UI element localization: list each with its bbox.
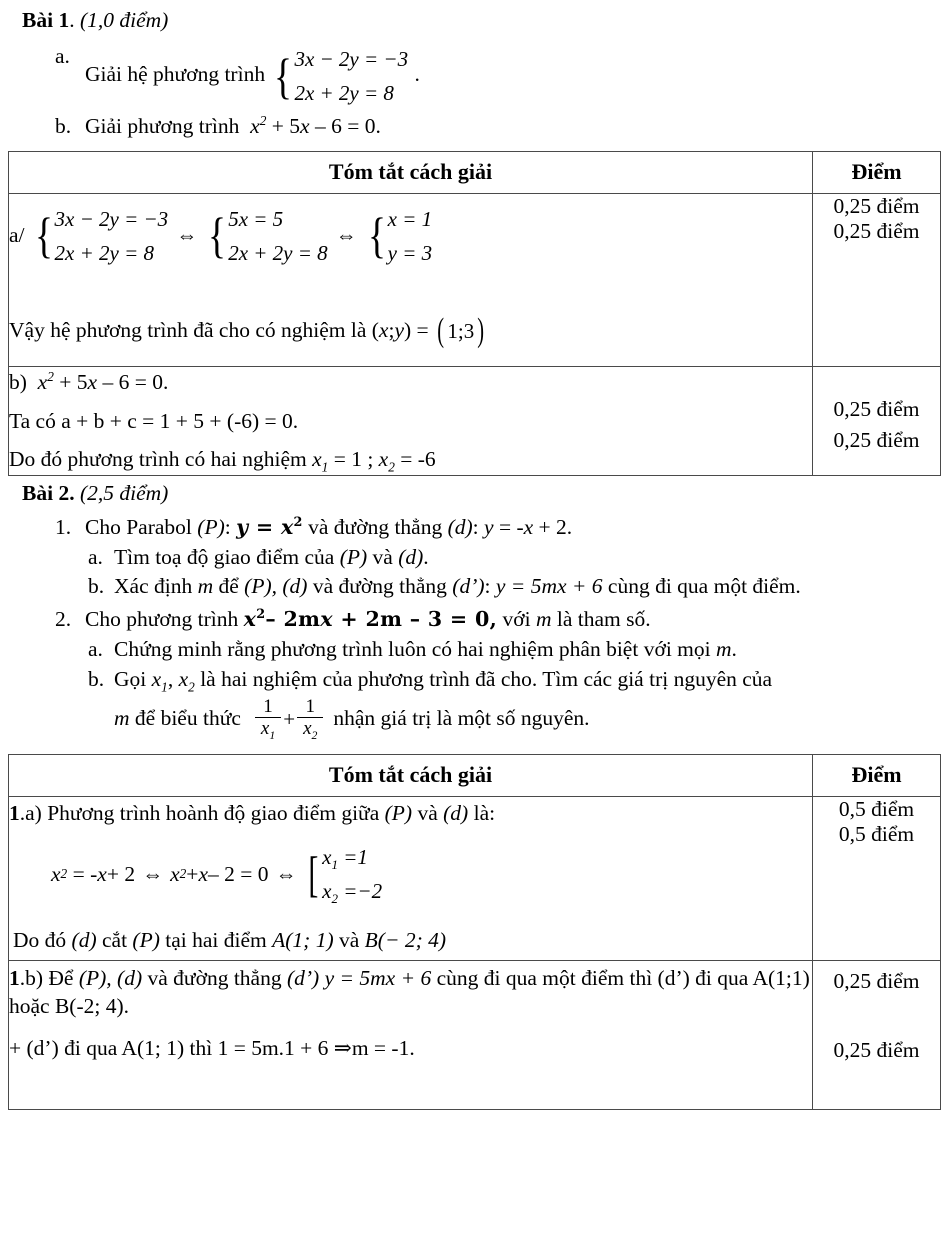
table2-row-1b-solution <box>9 961 813 1110</box>
table1-row-a-points-1: 0,25 điểm <box>833 193 920 218</box>
problem2-item-2b-text: Gọi $x_1$, $x_2$ là hai nghiệm của phương trình đã cho. Tìm các giá trị nguyên của m để biểu thức $\frac{1}{x_1}$ + $\frac{1}{x_2}$ nhận giá trị là một số nguyên. <box>114 666 773 743</box>
table2-row-1b-points <box>813 961 941 1110</box>
problem2-item-2 <box>55 605 951 634</box>
problem1-item-b-text: Giải phương trình <box>85 114 240 139</box>
table1-row-a-points <box>813 193 941 366</box>
table1-row-b-line3: Do đó phương trình có hai nghiệm $x_1 = 1$ ; $x_2 = -6$ <box>9 446 436 475</box>
fraction-numerator: 1 <box>305 695 315 717</box>
table2-row-1a <box>9 797 941 961</box>
table1-row-a-conclusion: Vậy hệ phương trình đã cho có nghiệm là (x;y) = ( 1;3 ) <box>9 318 812 345</box>
table1-row-b-solution <box>9 366 813 475</box>
problem1-item-a-system <box>271 42 408 110</box>
table1-system-3 <box>365 202 433 270</box>
problem1-item-a-marker: a. <box>55 44 70 68</box>
parabola-label: (P) <box>197 514 225 539</box>
problem2-points: (2,5 điểm) <box>79 480 169 505</box>
solution-table-1 <box>8 151 941 476</box>
problem2-item-1-line-eq: : y = -x + 2. <box>472 514 573 539</box>
table2-header-points: Điểm <box>813 755 941 797</box>
table1-row-b-points-2: 0,25 điểm <box>833 427 920 452</box>
equivalence-icon-2: ⇔ <box>335 223 357 248</box>
problem1-item-a-trailing: . <box>414 61 420 86</box>
problem1-item-b-body <box>85 112 951 141</box>
fraction-denominator: $x_2$ <box>303 718 318 743</box>
table1-row-a-solution <box>9 193 813 366</box>
table2-row-1b-line1: 1.b) Để (P), (d) và đường thẳng (d’) y = 5mx + 6 cùng đi qua một điểm thì (d’) đi qua A(1;1) hoặc B(-2; 4). <box>9 966 810 1018</box>
problem2-item-1a <box>88 543 951 572</box>
root-x2: $x_2 =-2$ <box>322 879 383 907</box>
table1-row-b-line1: b) $x^2 + 5x - 6 = 0$. <box>9 368 169 394</box>
problem2-item-1 <box>55 513 951 542</box>
problem2-item-2-equation: $x^2-$ 2mx + 2m – 3 = 0, <box>243 607 498 632</box>
table2-row-1a-line1: 1.a) Phương trình hoành độ giao điểm giữa (P) và (d) là: <box>9 801 496 826</box>
problem2-item-1b <box>88 572 951 601</box>
table2-header-row <box>9 755 941 797</box>
brace-icon: { <box>274 47 293 104</box>
problem2-item-2b <box>88 665 951 743</box>
table2-row-1a-points-1: 0,5 điểm <box>838 797 915 822</box>
table2-row-1a-points-2: 0,5 điểm <box>838 822 915 847</box>
problem2-item-1b-text: Xác định m để (P), (d) và đường thẳng (d’): y = 5mx + 6 cùng đi qua một điểm. <box>114 574 801 599</box>
problem1-heading-dot: . <box>69 8 80 32</box>
equivalence-icon-4: ⇔ <box>275 861 297 886</box>
problem2-item-1-text-before: Cho Parabol <box>85 514 192 539</box>
table2-row-1b-line3: + (d’) đi qua A(1; 1) thì 1 = 5m.1 + 6 ⇒m = -1. <box>9 1036 415 1061</box>
t1-s3-eq1: x = 1 <box>387 206 433 231</box>
table1-header-solution: Tóm tắt cách giải <box>9 151 813 193</box>
table1-row-b-points <box>813 366 941 475</box>
table2-header-solution: Tóm tắt cách giải <box>9 755 813 797</box>
t1-s1-eq2: 2x + 2y = 8 <box>54 240 155 265</box>
table2-row-1a-line3: Do đó (d) cắt (P) tại hai điểm A(1; 1) và B(− 2; 4) <box>13 928 447 953</box>
problem2-item-1b-marker: b. <box>88 574 105 599</box>
problem1-item-a-text: Giải hệ phương trình <box>85 61 266 86</box>
solution-table-2 <box>8 754 941 1110</box>
t1-s2-eq2: 2x + 2y = 8 <box>228 240 328 265</box>
t1-s2-eq1: 5x = 5 <box>228 206 284 231</box>
table2-root-bracket <box>305 840 383 908</box>
problem2-item-1a-marker: a. <box>88 544 103 569</box>
parabola-equation: $y = x^2$ <box>236 514 303 539</box>
sys-eq-2: 2x + 2y = 8 <box>294 81 394 106</box>
answer-key-page <box>0 8 951 1246</box>
problem2-number: Bài 2. <box>22 480 75 505</box>
problem1-item-a <box>55 42 951 110</box>
fraction-1-over-x1 <box>255 695 281 743</box>
table1-row-b-line2: Ta có a + b + c = 1 + 5 + (-6) = 0. <box>9 408 299 433</box>
problem2-item-1-marker: 1. <box>55 514 72 539</box>
problem2-item-2a-text: Chứng minh rằng phương trình luôn có hai nghiệm phân biệt với mọi m. <box>114 637 737 662</box>
fraction-1-over-x2 <box>297 695 323 743</box>
table2-row-1b-points-2: 0,25 điểm <box>833 1038 920 1063</box>
problem1-item-a-body <box>85 42 951 110</box>
problem2-item-2-text-after: với m là tham số. <box>502 607 651 632</box>
brace-icon: { <box>34 207 53 264</box>
table2-row-1a-solution <box>9 797 813 961</box>
problem2-item-2a <box>88 635 951 664</box>
problem1-heading <box>22 8 951 33</box>
problem1-number: Bài 1 <box>22 8 70 32</box>
bracket-icon: [ <box>307 845 318 902</box>
brace-icon: { <box>208 207 227 264</box>
table1-row-b <box>9 366 941 475</box>
table2-row-1a-points <box>813 797 941 961</box>
table1-header-row <box>9 151 941 193</box>
problem2-item-2-body <box>85 605 951 634</box>
problem1-item-b-equation: $x^2 + 5x - 6 = 0$. <box>250 112 381 139</box>
problem2-item-2a-marker: a. <box>88 637 103 662</box>
table2-row-1a-equation: x 2 = - x + 2 ⇔ x 2 + x – 2 = 0 ⇔ [ $x_1 =1$ $x_2 =-2$ <box>9 840 812 908</box>
problem2-item-2-marker: 2. <box>55 607 72 632</box>
table1-header-points: Điểm <box>813 151 941 193</box>
table1-system-1 <box>32 202 169 270</box>
paren-right-icon: ) <box>477 311 485 349</box>
problem2-item-2b-marker: b. <box>88 666 105 691</box>
table1-row-a-label: a/ <box>9 223 25 248</box>
problem2-item-2-text-before: Cho phương trình <box>85 607 239 632</box>
table1-system-2 <box>205 202 327 270</box>
table1-row-b-points-1: 0,25 điểm <box>833 396 920 421</box>
equivalence-icon-3: ⇔ <box>142 861 164 886</box>
problem2-item-1-body <box>85 513 951 542</box>
root-x1: $x_1 =1$ <box>322 845 368 873</box>
table1-row-a-points-2: 0,25 điểm <box>833 218 920 243</box>
problem2-colon: : <box>224 514 237 539</box>
brace-icon: { <box>367 207 386 264</box>
t1-s3-eq2: y = 3 <box>387 240 433 265</box>
paren-left-icon: ( <box>437 311 445 349</box>
t1-s1-eq1: 3x − 2y = −3 <box>54 206 169 231</box>
fraction-numerator: 1 <box>263 695 273 717</box>
problem2-heading <box>22 481 951 506</box>
table2-row-1b <box>9 961 941 1110</box>
equivalence-icon-1: ⇔ <box>176 223 198 248</box>
line-d-label: (d) <box>447 514 473 539</box>
table1-row-a-chain <box>9 202 812 270</box>
problem2-item-1-text-mid: và đường thẳng <box>308 514 443 539</box>
table1-row-a <box>9 193 941 366</box>
fraction-denominator: $x_1$ <box>260 718 276 743</box>
solution-pair: ( 1;3 ) <box>437 311 485 349</box>
sys-eq-1: 3x − 2y = −3 <box>294 47 409 71</box>
problem2-item-1a-text: Tìm toạ độ giao điểm của (P) và (d). <box>114 544 429 569</box>
problem1-item-b <box>55 112 951 141</box>
table2-row-1b-points-1: 0,25 điểm <box>833 969 920 994</box>
problem1-points: (1,0 điểm) <box>79 8 169 32</box>
problem1-item-b-marker: b. <box>55 114 72 139</box>
